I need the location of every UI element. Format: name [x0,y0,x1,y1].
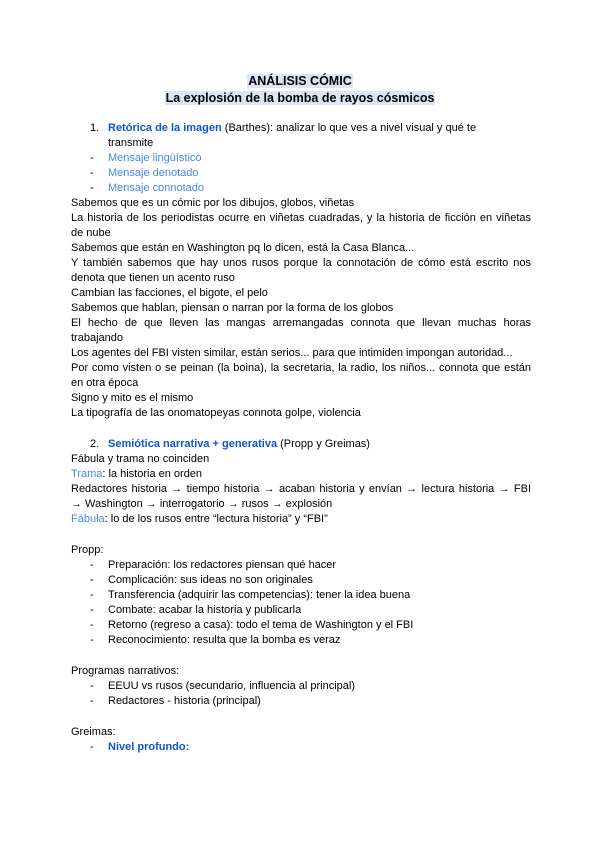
section2-number: 2. [90,438,100,450]
subtitle-line [0,89,600,107]
paragraph-line: Y también sabemos que hay unos rusos porque la connotación de cómo está escrito nos [71,257,531,269]
section2-heading [108,437,370,452]
bullet-dash: - [90,574,94,586]
greimas-item-nivel-profundo: Nivel profundo: [108,741,190,753]
propp-item: Retorno (regreso a casa): todo el tema de Washington y el FBI [108,619,414,631]
paragraph-line: Sabemos que están en Washington pq lo dicen, está la Casa Blanca... [71,242,415,254]
section1-heading-title: Retórica de la imagen [108,122,222,134]
bullet-dash: - [90,589,94,601]
fabula-label: Fábula [71,513,105,525]
propp-item: Combate: acabar la historia y publicarla [108,604,302,616]
paragraph-line: en otra época [71,377,139,389]
trama-label: Trama [71,468,103,480]
sequence-line: Redactores historia → tiempo historia → acaban historia y envían → lectura historia → FBI [71,483,531,495]
bullet-dash: - [90,741,94,753]
paragraph-line: La tipografía de las onomatopeyas connota golpe, violencia [71,407,361,419]
bullet-dash: - [90,182,94,194]
bullet-dash: - [90,695,94,707]
propp-item: Complicación: sus ideas no son originales [108,574,313,586]
paragraph-line: La historia de los periodistas ocurre en viñetas cuadradas, y la historia de ficción en viñetas [71,212,531,224]
paragraph-line: Sabemos que es un cómic por los dibujos, globos, viñetas [71,197,355,209]
bullet-mensaje-linguistico: Mensaje lingüístico [108,152,202,164]
bullet-mensaje-denotado: Mensaje denotado [108,167,199,179]
paragraph-line: Por como visten o se peinan (la boina), la secretaria, la radio, los niños... connota que están [71,362,531,374]
paragraph-line: Fábula y trama no coinciden [71,453,210,465]
greimas-label: Greimas: [71,726,116,738]
propp-label: Propp: [71,544,104,556]
trama-text: : la historia en orden [102,468,203,480]
paragraph-line: Los agentes del FBI visten similar, están serios... para que intimiden impongan autoridad... [71,347,513,359]
bullet-dash: - [90,604,94,616]
paragraph-line: El hecho de que lleven las mangas arremangadas connota que llevan muchas horas [71,317,531,329]
fabula-text: : lo de los rusos entre “lectura historia” y “FBI” [104,513,328,525]
trama-line [71,467,531,482]
document-subtitle: La explosión de la bomba de rayos cósmicos [165,91,435,105]
title-line [0,72,600,90]
paragraph-line: Cambian las facciones, el bigote, el pelo [71,287,268,299]
sequence-line: → Washington → interrogatorio → rusos → explosión [71,498,333,510]
bullet-dash: - [90,634,94,646]
bullet-dash: - [90,680,94,692]
programas-label: Programas narrativos: [71,665,180,677]
fabula-line [71,512,531,527]
bullet-dash: - [90,619,94,631]
section1-heading-rest: (Barthes): analizar lo que ves a nivel visual y qué te [221,122,477,134]
programas-item: Redactores - historia (principal) [108,695,261,707]
bullet-mensaje-connotado: Mensaje connotado [108,182,205,194]
bullet-dash: - [90,559,94,571]
document-title: ANÁLISIS CÓMIC [248,74,352,88]
paragraph-line: denota que tienen un acento ruso [71,272,235,284]
programas-item: EEUU vs rusos (secundario, influencia al principal) [108,680,355,692]
paragraph-line: Signo y mito es el mismo [71,392,194,404]
section1-heading-cont: transmite [108,137,154,149]
section2-heading-title: Semiótica narrativa + generativa [108,438,278,450]
propp-item: Preparación: los redactores piensan qué hacer [108,559,337,571]
section2-heading-rest: (Propp y Greimas) [277,438,370,450]
paragraph-line: trabajando [71,332,123,344]
propp-item: Reconocimiento: resulta que la bomba es veraz [108,634,341,646]
paragraph-line: Sabemos que hablan, piensan o narran por la forma de los globos [71,302,394,314]
section1-heading [108,121,476,136]
paragraph-line: de nube [71,227,111,239]
section1-number: 1. [90,122,100,134]
bullet-dash: - [90,152,94,164]
propp-item: Transferencia (adquirir las competencias): tener la idea buena [108,589,411,601]
bullet-dash: - [90,167,94,179]
